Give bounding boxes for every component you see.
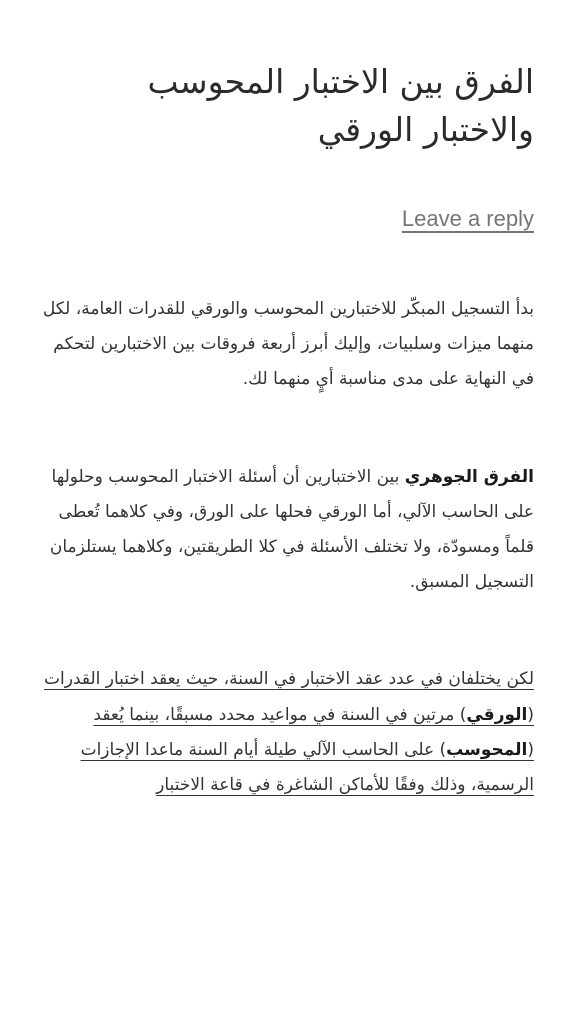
- computer-test-term: المحوسب: [446, 739, 528, 760]
- schedule-text-b: ) مرتين في السنة في مواعيد محدد مسبقًا، بينما يُعقد (: [93, 704, 534, 760]
- post-title: الفرق بين الاختبار المحوسب والاختبار الورقي: [147, 62, 534, 149]
- schedule-text-a: لكن يختلفان في عدد عقد الاختبار في السنة، حيث يعقد اختبار القدرات (: [44, 669, 534, 725]
- paragraph-core-difference: [42, 460, 534, 601]
- leave-reply-link[interactable]: Leave a reply: [401, 206, 534, 231]
- core-difference-heading: الفرق الجوهري: [404, 466, 534, 487]
- schedule-text-c: ) على الحاسب الآلي طيلة أيام السنة ماعدا الإجازات الرسمية، وذلك وفقًا للأماكن الشاغرة في قاعة الاختبار: [80, 739, 534, 796]
- core-difference-text: بين الاختبارين أن أسئلة الاختبار المحوسب وحلولها على الحاسب الآلي، أما الورقي فحلها على الورق، وفي كلاهما تُعطى قلماً ومسودّة، ولا تختلف الأسئلة في كلا الطريقتين، وكلاهما يستلزمان التسجيل المسبق.: [49, 466, 534, 593]
- paragraph-schedule: [42, 662, 534, 803]
- reply-row: [42, 206, 534, 232]
- paragraph-intro: بدأ التسجيل المبكّر للاختبارين المحوسب والورقي للقدرات العامة، لكل منهما ميزات وسلبيات، وإليك أبرز أربعة فروقات بين الاختبارين لتحكم في النهاية على مدى مناسبة أيٍ منهما لك.: [42, 299, 534, 390]
- paper-test-term: الورقي: [466, 704, 528, 725]
